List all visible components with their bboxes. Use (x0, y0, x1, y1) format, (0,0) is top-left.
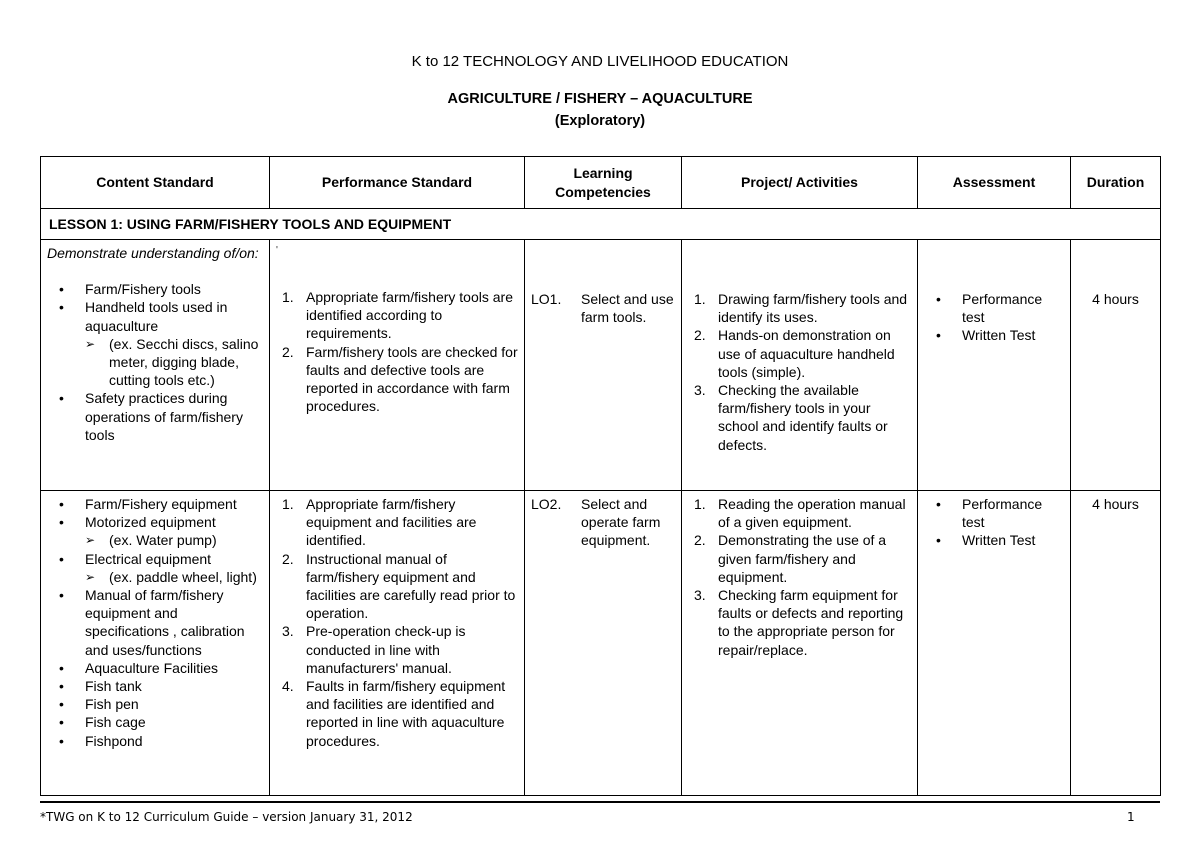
learning-competency-cell (525, 491, 682, 796)
list-item: • Performance test (924, 290, 1064, 326)
list-item (47, 298, 263, 389)
lesson-title: LESSON 1: USING FARM/FISHERY TOOLS AND EQUIPMENT (41, 209, 1161, 240)
list-item: • Written Test (924, 531, 1064, 549)
sub-list-item: ➢ (ex. Water pump) (85, 531, 263, 549)
assessment-cell (918, 491, 1071, 796)
list-item: 3. Checking farm equipment for faults or defects and reporting to the appropriate person for repair/replace. (694, 587, 904, 658)
list-item: • Performance test (924, 495, 1064, 531)
sub-list-item: ➢ (ex. paddle wheel, light) (85, 568, 263, 586)
activities-cell (682, 240, 918, 491)
sub-list-item: ➢ (ex. Secchi discs, salino meter, digging blade, cutting tools etc.) (85, 335, 263, 390)
list-item: • Aquaculture Facilities (47, 659, 263, 677)
performance-standard-cell (270, 491, 525, 796)
list-item: • Fishpond (47, 732, 263, 750)
document-subtitle: AGRICULTURE / FISHERY – AQUACULTURE (447, 91, 753, 107)
list-item: • Safety practices during operations of farm/fishery tools (47, 389, 263, 444)
column-header: Duration (1071, 157, 1161, 209)
activities-cell (682, 491, 918, 796)
learning-competency-cell (525, 240, 682, 491)
list-item: • Electrical equipment ➢ (ex. paddle wheel, light) (47, 550, 263, 586)
content-standard-cell (41, 240, 270, 491)
list-item: • Fish cage (47, 713, 263, 731)
footer-note: *TWG on K to 12 Curriculum Guide – version January 31, 2012 (40, 810, 413, 824)
list-item: 1. Appropriate farm/fishery equipment and facilities are identified. (282, 496, 477, 549)
table-header-row (41, 157, 1161, 209)
list-item: 4. Faults in farm/fishery equipment and facilities are identified and reported in line with aquaculture procedures. (282, 678, 506, 749)
competency-code: LO2. (531, 496, 562, 512)
curriculum-table (40, 156, 1161, 796)
document-level: (Exploratory) (554, 113, 646, 129)
list-item: 2. Instructional manual of farm/fishery equipment and facilities are carefully read prior to operation. (282, 550, 516, 622)
list-item: 3. Checking the available farm/fishery tools in your school and identify faults or defects. (694, 382, 888, 453)
performance-standard-cell (270, 240, 525, 491)
list-item: • Farm/Fishery equipment (47, 495, 263, 513)
assessment-cell (918, 240, 1071, 491)
page-number: 1 (1127, 810, 1135, 824)
duration-cell (1071, 491, 1161, 796)
column-header: Performance Standard (270, 157, 525, 209)
competency (531, 495, 675, 550)
column-header: Project/ Activities (682, 157, 918, 209)
list-item: 1. Appropriate farm/fishery tools are identified according to requirements. (282, 289, 513, 342)
content-standard-cell (41, 491, 270, 796)
duration-cell (1071, 240, 1161, 491)
stray-mark: ' (276, 245, 278, 256)
document-title: K to 12 TECHNOLOGY AND LIVELIHOOD EDUCATION (411, 53, 789, 70)
list-item: • Manual of farm/fishery equipment and specifications , calibration and uses/functions (47, 586, 263, 659)
list-item: 2. Farm/fishery tools are checked for faults and defective tools are reported in accordance with farm procedures. (282, 343, 518, 415)
list-item: 1. Drawing farm/fishery tools and identify its uses. (694, 291, 908, 326)
table-row (41, 240, 1161, 491)
lesson-row (41, 209, 1161, 240)
footer-divider (40, 801, 1160, 803)
list-item: • Motorized equipment ➢ (ex. Water pump) (47, 513, 263, 549)
list-item: • Fish tank (47, 677, 263, 695)
column-header: Assessment (918, 157, 1071, 209)
table-row (41, 491, 1161, 796)
competency-text: Select and operate farm equipment. (581, 496, 661, 549)
list-item: 1. Reading the operation manual of a given equipment. (694, 496, 906, 531)
content-intro: Demonstrate understanding of/on: (47, 245, 259, 261)
list-item: 3. Pre-operation check-up is conducted in line with manufacturers' manual. (282, 623, 466, 676)
column-header: Learning Competencies (525, 157, 682, 209)
competency-code: LO1. (531, 291, 562, 307)
competency-text: Select and use farm tools. (581, 291, 674, 326)
competency (531, 290, 675, 326)
column-header: Content Standard (41, 157, 270, 209)
list-item-text: Handheld tools used in aquaculture (85, 299, 228, 334)
list-item: • Fish pen (47, 695, 263, 713)
duration: 4 hours (1092, 291, 1139, 307)
list-item: • Farm/Fishery tools (47, 280, 263, 298)
list-item: 2. Demonstrating the use of a given farm/fishery and equipment. (694, 532, 887, 585)
list-item: • Written Test (924, 326, 1064, 344)
duration: 4 hours (1092, 496, 1139, 512)
list-item: 2. Hands-on demonstration on use of aquaculture handheld tools (simple). (694, 327, 895, 380)
